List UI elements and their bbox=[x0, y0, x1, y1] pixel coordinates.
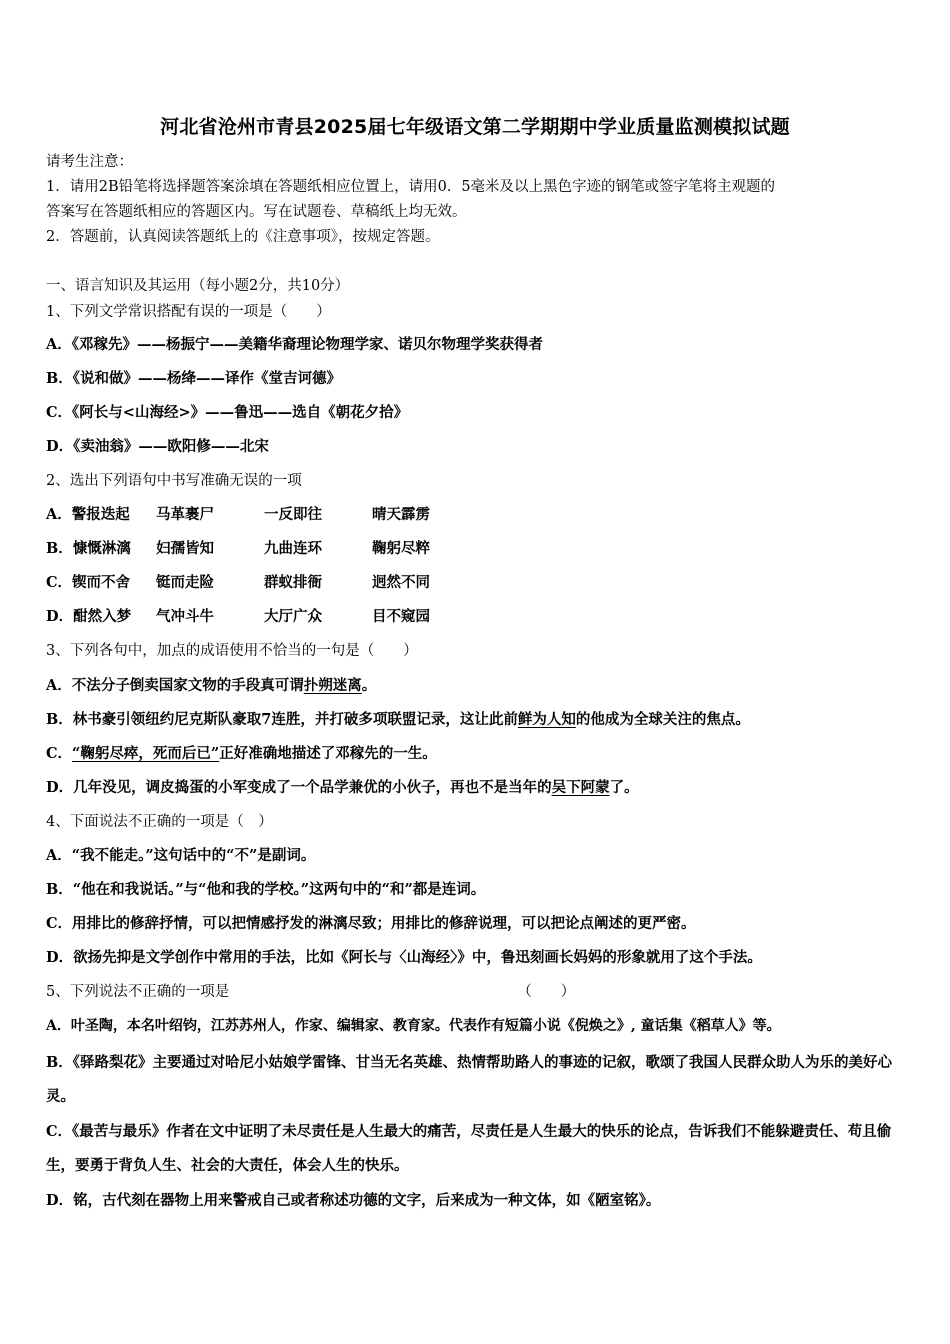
q4-option-d: D．欲扬先抑是文学创作中常用的手法，比如《阿长与〈山海经〉》中，鲁迅刻画长妈妈的形象就用了这个手法。 bbox=[46, 949, 762, 966]
q2-b-word-3: 九曲连环 bbox=[264, 540, 322, 557]
q3-b-idiom: 鲜为人知 bbox=[517, 711, 576, 728]
q2-option-d bbox=[46, 608, 480, 626]
page-title: 河北省沧州市青县2025届七年级语文第二学期期中学业质量监测模拟试题 bbox=[160, 116, 790, 138]
q2-d-word-4: 目不窥园 bbox=[372, 608, 430, 625]
q1-option-a: A．《邓稼先》——杨振宁——美籍华裔理论物理学家、诺贝尔物理学奖获得者 bbox=[46, 336, 543, 353]
q2-c-word-3: 群蚁排衙 bbox=[264, 574, 322, 591]
q2-c-word-4: 迥然不同 bbox=[372, 574, 430, 591]
q3-a-text: A．不法分子倒卖国家文物的手段真可谓 bbox=[46, 677, 304, 694]
q2-c-word-1: C．锲而不舍 bbox=[46, 574, 131, 591]
q3-option-c bbox=[46, 745, 437, 763]
q3-d-idiom: 吴下阿蒙 bbox=[551, 779, 610, 796]
q3-a-idiom: 扑朔迷离 bbox=[303, 677, 362, 694]
q3-stem: 3、下列各句中，加点的成语使用不恰当的一句是（ ） bbox=[46, 643, 418, 659]
notice-item-1: 1．请用2B铅笔将选择题答案涂填在答题纸相应位置上，请用0．5毫米及以上黑色字迹的钢笔或签字笔将主观题的 bbox=[46, 179, 776, 195]
q1-option-c: C．《阿长与<山海经>》——鲁迅——选自《朝花夕拾》 bbox=[46, 404, 409, 421]
q2-d-word-3: 大厅广众 bbox=[264, 608, 322, 625]
q2-c-word-2: 铤而走险 bbox=[156, 574, 214, 591]
q2-d-word-1: D．酣然入梦 bbox=[46, 608, 132, 625]
section-heading: 一、语言知识及其运用（每小题2分，共10分） bbox=[46, 278, 350, 294]
q3-option-a bbox=[46, 677, 376, 695]
q2-b-word-2: 妇孺皆知 bbox=[156, 540, 214, 557]
q1-option-d: D．《卖油翁》——欧阳修——北宋 bbox=[46, 438, 269, 455]
q2-stem: 2、选出下列语句中书写准确无误的一项 bbox=[46, 473, 302, 489]
q3-d-end: 了。 bbox=[609, 779, 639, 796]
q2-b-word-4: 鞠躬尽粹 bbox=[372, 540, 430, 557]
q4-stem: 4、下面说法不正确的一项是（ ） bbox=[46, 814, 273, 830]
q5-stem bbox=[46, 983, 575, 1001]
q1-option-b: B．《说和做》——杨绛——译作《堂吉诃德》 bbox=[46, 370, 342, 387]
q2-a-word-1: A．警报迭起 bbox=[46, 506, 130, 523]
q2-b-word-1: B．慷慨淋漓 bbox=[46, 540, 131, 557]
q2-option-c bbox=[46, 574, 480, 592]
q2-option-a bbox=[46, 506, 480, 524]
q3-c-idiom: “鞠躬尽瘁，死而后已” bbox=[72, 745, 220, 762]
q1-stem: 1、下列文学常识搭配有误的一项是（ ） bbox=[46, 304, 331, 320]
q3-d-text: D．几年没见，调皮捣蛋的小军变成了一个品学兼优的小伙子，再也不是当年的 bbox=[46, 779, 552, 796]
q5-option-a: A．叶圣陶，本名叶绍钧，江苏苏州人，作家、编辑家、教育家。代表作有短篇小说《倪焕之》, 童话集《稻草人》等。 bbox=[46, 1018, 781, 1034]
q2-a-word-4: 晴天霹雳 bbox=[372, 506, 430, 523]
q5-answer-paren: （ ） bbox=[517, 984, 576, 1000]
notice-item-1-cont: 答案写在答题纸相应的答题区内。写在试题卷、草稿纸上均无效。 bbox=[46, 204, 467, 220]
q2-d-word-2: 气冲斗牛 bbox=[156, 608, 214, 625]
q4-option-a: A．“我不能走。”这句话中的“不”是副词。 bbox=[46, 847, 316, 864]
q3-c-end: 正好准确地描述了邓稼先的一生。 bbox=[219, 745, 437, 762]
q3-option-d bbox=[46, 779, 639, 797]
q5-option-c: C．《最苦与最乐》作者在文中证明了未尽责任是人生最大的痛苦，尽责任是人生最大的快乐的论点，告诉我们不能躲避责任、苟且偷生，要勇于背负人生、社会的大责任，体会人生的快乐。 bbox=[46, 1123, 892, 1174]
q2-option-b bbox=[46, 540, 480, 558]
q3-c-text: C． bbox=[46, 745, 73, 762]
q3-a-end: 。 bbox=[361, 677, 377, 694]
notice-heading: 请考生注意： bbox=[46, 154, 133, 170]
q4-option-b: B．“他在和我说话。”与“他和我的学校。”这两句中的“和”都是连词。 bbox=[46, 881, 486, 898]
q5-option-d: D．铭，古代刻在器物上用来警戒自己或者称述功德的文字，后来成为一种文体，如《陋室铭》。 bbox=[46, 1192, 661, 1209]
q3-b-end: 的他成为全球关注的焦点。 bbox=[575, 711, 750, 728]
notice-item-2: 2．答题前，认真阅读答题纸上的《注意事项》，按规定答题。 bbox=[46, 229, 440, 245]
q5-stem-text: 5、下列说法不正确的一项是 bbox=[46, 984, 230, 1000]
q2-a-word-3: 一反即往 bbox=[264, 506, 322, 523]
q5-option-b: B．《驿路梨花》主要通过对哈尼小姑娘学雷锋、甘当无名英雄、热情帮助路人的事迹的记叙，歌颂了我国人民群众助人为乐的美好心灵。 bbox=[46, 1054, 893, 1105]
q3-option-b bbox=[46, 711, 750, 729]
q3-b-text: B．林书豪引领纽约尼克斯队豪取7连胜，并打破多项联盟记录，这让此前 bbox=[46, 711, 518, 728]
q2-a-word-2: 马革裹尸 bbox=[156, 506, 214, 523]
q4-option-c: C．用排比的修辞抒情，可以把情感抒发的淋漓尽致；用排比的修辞说理，可以把论点阐述的更严密。 bbox=[46, 915, 696, 932]
